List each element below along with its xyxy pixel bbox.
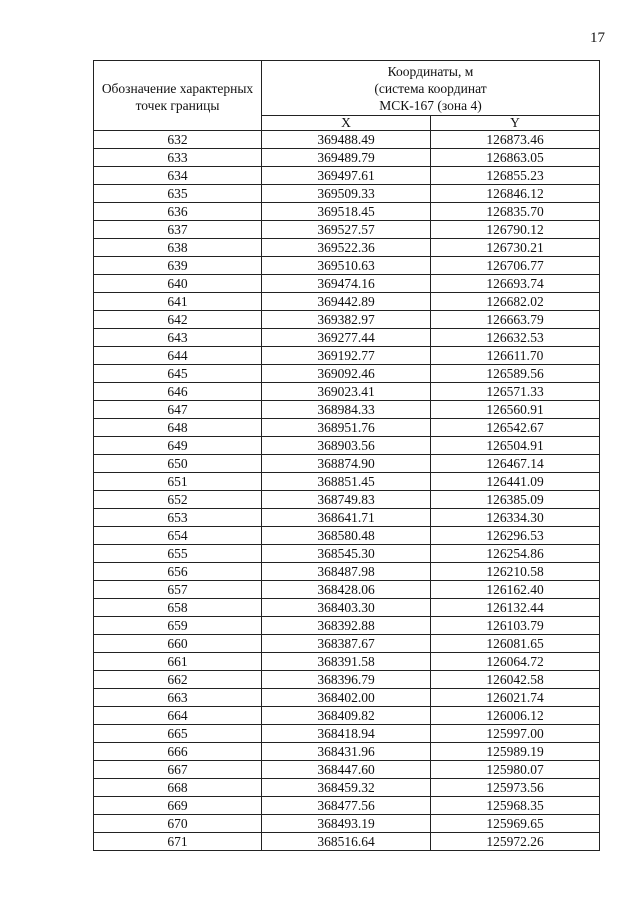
table-row	[94, 671, 600, 689]
point-cell: 668	[94, 779, 262, 797]
table-row	[94, 455, 600, 473]
point-cell: 642	[94, 311, 262, 329]
x-coordinate-cell: 368418.94	[262, 725, 431, 743]
table-row	[94, 293, 600, 311]
point-designation-header: Обозначение характерных точек границы	[94, 61, 262, 131]
y-coordinate-cell: 126542.67	[431, 419, 600, 437]
x-coordinate-cell: 368984.33	[262, 401, 431, 419]
x-coordinate-cell: 368387.67	[262, 635, 431, 653]
y-coordinate-cell: 126042.58	[431, 671, 600, 689]
y-coordinate-cell: 126467.14	[431, 455, 600, 473]
point-cell: 657	[94, 581, 262, 599]
x-coordinate-cell: 368903.56	[262, 437, 431, 455]
x-coordinate-cell: 369277.44	[262, 329, 431, 347]
y-coordinate-cell: 125968.35	[431, 797, 600, 815]
point-cell: 633	[94, 149, 262, 167]
table-row	[94, 185, 600, 203]
table-row	[94, 563, 600, 581]
x-coordinate-cell: 369442.89	[262, 293, 431, 311]
x-coordinate-cell: 369518.45	[262, 203, 431, 221]
x-coordinate-cell: 369488.49	[262, 131, 431, 149]
table-row	[94, 491, 600, 509]
x-coordinate-cell: 369497.61	[262, 167, 431, 185]
x-coordinate-cell: 369509.33	[262, 185, 431, 203]
x-coordinate-cell: 368459.32	[262, 779, 431, 797]
x-coordinate-cell: 368428.06	[262, 581, 431, 599]
table-row	[94, 599, 600, 617]
point-cell: 655	[94, 545, 262, 563]
table-row	[94, 383, 600, 401]
y-coordinate-cell: 126334.30	[431, 509, 600, 527]
point-cell: 665	[94, 725, 262, 743]
x-coordinate-cell: 368403.30	[262, 599, 431, 617]
y-coordinate-cell: 125969.65	[431, 815, 600, 833]
x-coordinate-cell: 368447.60	[262, 761, 431, 779]
y-coordinate-cell: 126571.33	[431, 383, 600, 401]
y-coordinate-cell: 126706.77	[431, 257, 600, 275]
table-row	[94, 167, 600, 185]
point-cell: 648	[94, 419, 262, 437]
table-row	[94, 401, 600, 419]
table-row	[94, 689, 600, 707]
y-coordinate-cell: 126210.58	[431, 563, 600, 581]
y-coordinate-cell: 125997.00	[431, 725, 600, 743]
table-row	[94, 203, 600, 221]
x-coordinate-cell: 368409.82	[262, 707, 431, 725]
y-coordinate-cell: 125989.19	[431, 743, 600, 761]
point-cell: 647	[94, 401, 262, 419]
point-cell: 638	[94, 239, 262, 257]
table-row	[94, 779, 600, 797]
coordinates-header-line2: (система координат	[374, 81, 487, 96]
y-coordinate-cell: 126021.74	[431, 689, 600, 707]
y-coordinate-cell: 126846.12	[431, 185, 600, 203]
y-coordinate-cell: 126835.70	[431, 203, 600, 221]
table-row	[94, 815, 600, 833]
y-coordinate-cell: 125973.56	[431, 779, 600, 797]
x-coordinate-cell: 368391.58	[262, 653, 431, 671]
table-row	[94, 653, 600, 671]
y-coordinate-cell: 126006.12	[431, 707, 600, 725]
x-coordinate-cell: 368641.71	[262, 509, 431, 527]
table-row	[94, 131, 600, 149]
table-row	[94, 743, 600, 761]
point-cell: 664	[94, 707, 262, 725]
table-row	[94, 221, 600, 239]
y-coordinate-cell: 126081.65	[431, 635, 600, 653]
coordinates-rows	[94, 131, 600, 851]
y-coordinate-cell: 126254.86	[431, 545, 600, 563]
point-cell: 635	[94, 185, 262, 203]
x-coordinate-cell: 369023.41	[262, 383, 431, 401]
y-coordinate-cell: 126873.46	[431, 131, 600, 149]
x-coordinate-cell: 368951.76	[262, 419, 431, 437]
point-cell: 659	[94, 617, 262, 635]
y-coordinate-cell: 126296.53	[431, 527, 600, 545]
x-coordinate-cell: 368580.48	[262, 527, 431, 545]
point-cell: 656	[94, 563, 262, 581]
x-coordinate-cell: 369489.79	[262, 149, 431, 167]
x-coordinate-cell: 368516.64	[262, 833, 431, 851]
point-cell: 651	[94, 473, 262, 491]
y-coordinate-cell: 126682.02	[431, 293, 600, 311]
table-row	[94, 797, 600, 815]
x-coordinate-cell: 368749.83	[262, 491, 431, 509]
x-coordinate-cell: 368493.19	[262, 815, 431, 833]
point-cell: 649	[94, 437, 262, 455]
coordinates-table	[93, 60, 600, 851]
x-coordinate-cell: 369192.77	[262, 347, 431, 365]
table-row	[94, 725, 600, 743]
y-column-header: Y	[431, 116, 600, 131]
table-row	[94, 581, 600, 599]
point-cell: 639	[94, 257, 262, 275]
table-row	[94, 761, 600, 779]
y-coordinate-cell: 126730.21	[431, 239, 600, 257]
x-coordinate-cell: 369522.36	[262, 239, 431, 257]
x-coordinate-cell: 368487.98	[262, 563, 431, 581]
point-cell: 661	[94, 653, 262, 671]
point-cell: 663	[94, 689, 262, 707]
y-coordinate-cell: 126504.91	[431, 437, 600, 455]
x-coordinate-cell: 369527.57	[262, 221, 431, 239]
x-column-header: X	[262, 116, 431, 131]
x-coordinate-cell: 369510.63	[262, 257, 431, 275]
point-cell: 660	[94, 635, 262, 653]
point-cell: 671	[94, 833, 262, 851]
x-coordinate-cell: 369092.46	[262, 365, 431, 383]
point-cell: 654	[94, 527, 262, 545]
coordinates-header-line1: Координаты, м	[387, 64, 474, 79]
x-coordinate-cell: 369474.16	[262, 275, 431, 293]
table-row	[94, 347, 600, 365]
table-row	[94, 419, 600, 437]
point-cell: 653	[94, 509, 262, 527]
point-cell: 643	[94, 329, 262, 347]
point-cell: 669	[94, 797, 262, 815]
x-coordinate-cell: 368851.45	[262, 473, 431, 491]
table-row	[94, 311, 600, 329]
point-cell: 658	[94, 599, 262, 617]
x-coordinate-cell: 368874.90	[262, 455, 431, 473]
point-cell: 640	[94, 275, 262, 293]
y-coordinate-cell: 125980.07	[431, 761, 600, 779]
y-coordinate-cell: 126064.72	[431, 653, 600, 671]
table-row	[94, 707, 600, 725]
y-coordinate-cell: 125972.26	[431, 833, 600, 851]
y-coordinate-cell: 126132.44	[431, 599, 600, 617]
x-coordinate-cell: 368392.88	[262, 617, 431, 635]
y-coordinate-cell: 126441.09	[431, 473, 600, 491]
y-coordinate-cell: 126611.70	[431, 347, 600, 365]
point-cell: 646	[94, 383, 262, 401]
table-row	[94, 239, 600, 257]
point-cell: 641	[94, 293, 262, 311]
y-coordinate-cell: 126162.40	[431, 581, 600, 599]
y-coordinate-cell: 126385.09	[431, 491, 600, 509]
table-row	[94, 545, 600, 563]
point-cell: 645	[94, 365, 262, 383]
y-coordinate-cell: 126103.79	[431, 617, 600, 635]
point-cell: 666	[94, 743, 262, 761]
point-cell: 662	[94, 671, 262, 689]
table-row	[94, 833, 600, 851]
y-coordinate-cell: 126790.12	[431, 221, 600, 239]
x-coordinate-cell: 368477.56	[262, 797, 431, 815]
point-cell: 636	[94, 203, 262, 221]
x-coordinate-cell: 369382.97	[262, 311, 431, 329]
x-coordinate-cell: 368545.30	[262, 545, 431, 563]
y-coordinate-cell: 126663.79	[431, 311, 600, 329]
point-cell: 634	[94, 167, 262, 185]
y-coordinate-cell: 126589.56	[431, 365, 600, 383]
table-row	[94, 617, 600, 635]
point-cell: 637	[94, 221, 262, 239]
table-row	[94, 257, 600, 275]
x-coordinate-cell: 368431.96	[262, 743, 431, 761]
page-number: 17	[590, 30, 605, 46]
x-coordinate-cell: 368402.00	[262, 689, 431, 707]
y-coordinate-cell: 126863.05	[431, 149, 600, 167]
coordinates-header	[262, 61, 600, 116]
table-row	[94, 275, 600, 293]
point-cell: 644	[94, 347, 262, 365]
table-row	[94, 437, 600, 455]
x-coordinate-cell: 368396.79	[262, 671, 431, 689]
point-cell: 652	[94, 491, 262, 509]
y-coordinate-cell: 126693.74	[431, 275, 600, 293]
y-coordinate-cell: 126632.53	[431, 329, 600, 347]
coordinates-header-line3: МСК-167 (зона 4)	[379, 98, 482, 113]
point-cell: 667	[94, 761, 262, 779]
table-row	[94, 527, 600, 545]
table-row	[94, 149, 600, 167]
point-cell: 632	[94, 131, 262, 149]
table-row	[94, 473, 600, 491]
table-row	[94, 329, 600, 347]
y-coordinate-cell: 126560.91	[431, 401, 600, 419]
point-cell: 650	[94, 455, 262, 473]
table-row	[94, 635, 600, 653]
table-row	[94, 509, 600, 527]
point-cell: 670	[94, 815, 262, 833]
y-coordinate-cell: 126855.23	[431, 167, 600, 185]
table-row	[94, 365, 600, 383]
